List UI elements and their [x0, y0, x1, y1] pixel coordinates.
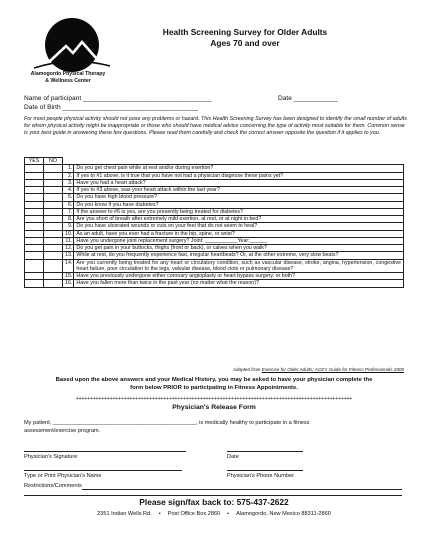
no-checkbox-cell[interactable]	[44, 223, 63, 230]
question-text: Are you currently being treated for any heart or circulatory condition, such as vascular disease, stroke, angina, hypertension, congestive heart failure, poor circulation to the legs, valvular disease, blood clots or pulmonary disease?	[74, 259, 404, 273]
header-spacer	[63, 158, 74, 165]
question-text: Have you had a heart attack?	[74, 179, 404, 186]
fax-instruction: Please sign/fax back to: 575-437-2622	[139, 497, 289, 507]
question-number: 15.	[63, 273, 74, 280]
yes-checkbox-cell[interactable]	[25, 187, 44, 194]
no-checkbox-cell[interactable]	[44, 237, 63, 244]
table-header-row	[25, 158, 404, 165]
signature-line[interactable]	[24, 451, 186, 452]
yes-checkbox-cell[interactable]	[25, 165, 44, 172]
yes-header: YES	[25, 158, 44, 165]
question-number: 1.	[63, 165, 74, 172]
yes-checkbox-cell[interactable]	[25, 208, 44, 215]
physician-notice	[24, 377, 404, 392]
no-checkbox-cell[interactable]	[44, 208, 63, 215]
participant-name-field[interactable]	[24, 95, 211, 102]
release-date-line[interactable]	[227, 451, 303, 452]
restrictions-line[interactable]	[82, 489, 402, 490]
yes-checkbox-cell[interactable]	[25, 237, 44, 244]
notice-line2: form below PRIOR to participating in Fitness Appointments.	[130, 384, 298, 391]
question-row	[25, 208, 404, 215]
question-row	[25, 165, 404, 172]
question-row	[25, 259, 404, 273]
patient-statement-line2: assessment/exercise program.	[24, 428, 101, 434]
date-field[interactable]	[278, 95, 338, 102]
yes-checkbox-cell[interactable]	[25, 172, 44, 179]
question-number: 12.	[63, 245, 74, 252]
phone-label: Physician's Phone Number	[227, 473, 294, 479]
question-text: Have you fallen more than twice in the past year (no matter what the reason)?	[74, 280, 404, 287]
notice-line1: Based upon the above answers and your Medical History, you may be asked to have your physician complete the	[55, 377, 373, 383]
page-title	[110, 27, 380, 48]
question-number: 8.	[63, 216, 74, 223]
restrictions-line-2[interactable]	[24, 495, 402, 496]
question-number: 2.	[63, 172, 74, 179]
question-number: 3.	[63, 179, 74, 186]
patient-statement[interactable]	[24, 420, 310, 426]
question-row	[25, 179, 404, 186]
question-row	[25, 172, 404, 179]
yes-checkbox-cell[interactable]	[25, 201, 44, 208]
release-date-label: Date	[227, 454, 239, 460]
source-citation	[24, 367, 404, 372]
patient-name-blank[interactable]: ______________________________________________	[52, 420, 197, 426]
question-row	[25, 237, 404, 244]
question-text: Do you get pain in your buttocks, thighs (front or back), or calves when you walk?	[74, 245, 404, 252]
question-text: If yes to #1 above, is it true that you have not had a physician diagnose these pains yet?	[74, 172, 404, 179]
question-row	[25, 223, 404, 230]
question-number: 14.	[63, 259, 74, 273]
question-row	[25, 230, 404, 237]
question-number: 9.	[63, 223, 74, 230]
yes-checkbox-cell[interactable]	[25, 216, 44, 223]
bullet-separator: •	[227, 511, 230, 517]
signature-label: Physician's Signature	[24, 454, 78, 460]
question-row	[25, 252, 404, 259]
question-text: As an adult, have you ever had a fracture in the hip, spine, or wrist?	[74, 230, 404, 237]
question-text: Do you get chest pain while at rest and/or during exertion?	[74, 165, 404, 172]
address-line	[24, 511, 404, 517]
yes-checkbox-cell[interactable]	[25, 179, 44, 186]
bullet-separator: •	[158, 511, 161, 517]
question-text: If the answer to #6 is yes, are you presently being treated for diabetes?	[74, 208, 404, 215]
yes-checkbox-cell[interactable]	[25, 252, 44, 259]
question-number: 7.	[63, 208, 74, 215]
no-checkbox-cell[interactable]	[44, 216, 63, 223]
question-text: Have you previously undergone either coronary angioplasty or heart bypass surgery, or both?	[74, 273, 404, 280]
patient-prefix: My patient,	[24, 420, 53, 426]
no-checkbox-cell[interactable]	[44, 172, 63, 179]
question-row	[25, 216, 404, 223]
question-text: Do you have high blood pressure?	[74, 194, 404, 201]
no-checkbox-cell[interactable]	[44, 273, 63, 280]
question-text: Are you short of breath after extremely mild exertion, at rest, or at night in bed?	[74, 216, 404, 223]
patient-suffix: , is medically healthy to participate in a fitness	[196, 420, 310, 426]
dob-label: Date of Birth	[24, 104, 61, 111]
question-row	[25, 201, 404, 208]
yes-checkbox-cell[interactable]	[25, 273, 44, 280]
question-row	[25, 187, 404, 194]
question-row	[25, 194, 404, 201]
org-name-line2: & Wellness Center	[45, 77, 91, 84]
yes-checkbox-cell[interactable]	[25, 230, 44, 237]
question-text: If yes to #3 above, was your heart attack within the last year?	[74, 187, 404, 194]
question-number: 13.	[63, 252, 74, 259]
plus-divider: ++++++++++++++++++++++++++++++++++++++++++++++++++++++++++++++++++++++++++++++++++++++++++++++++++	[75, 396, 353, 402]
phone-line[interactable]	[227, 470, 303, 471]
questions-table	[24, 157, 404, 288]
print-name-line[interactable]	[24, 470, 182, 471]
question-number: 5.	[63, 194, 74, 201]
no-header: NO	[44, 158, 63, 165]
question-number: 10.	[63, 230, 74, 237]
intro-paragraph: For most people physical activity should not pose any problems or hazard. This Health Screening Survey has been designed to identify the small number of adults for whom physical activity might be inappropriate or those who should have medical advice concerning the type of activity most suitable for them. Common sense is your best guide in answering these few questions. Please read them carefully and check the correct answer opposite the question if it applies to you.	[24, 116, 407, 136]
po-box: Post Office Box 2860	[167, 511, 221, 517]
question-number: 11.	[63, 237, 74, 244]
no-checkbox-cell[interactable]	[44, 194, 63, 201]
question-text: While at rest, do you frequently experience fast, irregular heartbeats? Or, at the other extreme, very slow beats?	[74, 252, 404, 259]
question-row	[25, 245, 404, 252]
no-checkbox-cell[interactable]	[44, 245, 63, 252]
city-state-zip: Alamogordo, New Mexico 88311-2860	[236, 511, 331, 517]
no-checkbox-cell[interactable]	[44, 280, 63, 287]
question-number: 6.	[63, 201, 74, 208]
yes-checkbox-cell[interactable]	[25, 194, 44, 201]
date-label: Date	[278, 95, 292, 102]
restrictions-label: Restrictions/Comments	[24, 483, 82, 489]
questions-body	[25, 165, 404, 287]
participant-name-label: Name of participant	[24, 95, 82, 102]
question-text: Do you know if you have diabetes?	[74, 201, 404, 208]
question-text: Have you undergone joint replacement surgery? Joint: ___________Year:______	[74, 237, 404, 244]
question-text: Do you have ulcerated wounds or cuts on your feet that do not seem to heal?	[74, 223, 404, 230]
organization-name	[14, 71, 122, 84]
no-checkbox-cell[interactable]	[44, 259, 63, 273]
yes-checkbox-cell[interactable]	[25, 223, 44, 230]
release-form-title: Physician's Release Form	[172, 404, 256, 411]
title-line2: Ages 70 and over	[210, 37, 280, 48]
yes-checkbox-cell[interactable]	[25, 280, 44, 287]
header-spacer	[74, 158, 404, 165]
no-checkbox-cell[interactable]	[44, 179, 63, 186]
yes-checkbox-cell[interactable]	[25, 259, 44, 273]
date-blank[interactable]: ____________	[293, 95, 338, 102]
participant-name-blank[interactable]: ___________________________________	[83, 95, 212, 102]
dob-field[interactable]	[24, 104, 198, 111]
dob-blank[interactable]: _____________________________________	[62, 104, 199, 111]
title-line1: Health Screening Survey for Older Adults	[162, 27, 328, 37]
citation-prefix: Adapted from	[232, 367, 262, 372]
question-number: 4.	[63, 187, 74, 194]
no-checkbox-cell[interactable]	[44, 252, 63, 259]
yes-checkbox-cell[interactable]	[25, 245, 44, 252]
question-row	[25, 280, 404, 287]
no-checkbox-cell[interactable]	[44, 230, 63, 237]
org-name-line1: Alamogordo Physical Therapy	[30, 71, 106, 77]
street-address: 2351 Indian Wells Rd.	[97, 511, 152, 517]
question-row	[25, 273, 404, 280]
no-checkbox-cell[interactable]	[44, 201, 63, 208]
no-checkbox-cell[interactable]	[44, 187, 63, 194]
print-name-label: Type or Print Physician's Name	[24, 473, 102, 479]
citation-source: Exercise for Older Adults; ACE's Guide for Fitness Professionals 2005	[261, 367, 404, 372]
no-checkbox-cell[interactable]	[44, 165, 63, 172]
question-number: 16.	[63, 280, 74, 287]
